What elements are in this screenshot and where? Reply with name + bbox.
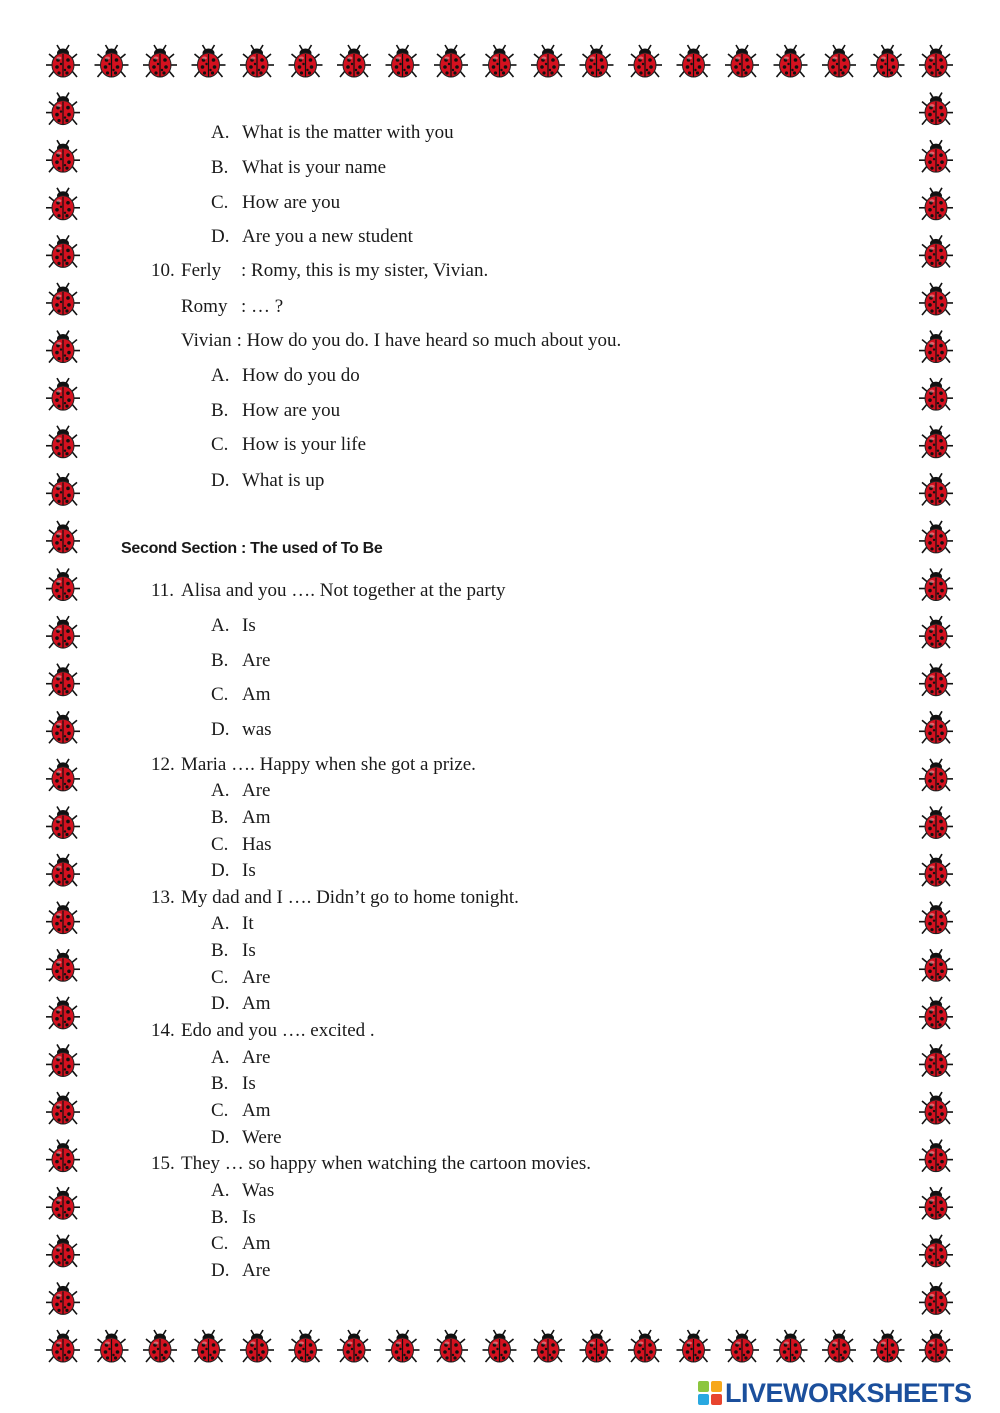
ladybug-icon	[46, 188, 80, 220]
q11-option-c: C. Am	[211, 684, 271, 705]
ladybug-icon	[919, 188, 953, 220]
ladybug-icon	[386, 1330, 420, 1362]
ladybug-icon	[434, 45, 468, 77]
ladybug-icon	[531, 1330, 565, 1362]
ladybug-icon	[725, 1330, 759, 1362]
ladybug-icon	[580, 45, 614, 77]
ladybug-icon	[628, 1330, 662, 1362]
q12-option-d: D. Is	[211, 860, 256, 881]
ladybug-icon	[919, 1092, 953, 1124]
ladybug-icon	[434, 1330, 468, 1362]
liveworksheets-wordmark: LIVEWORKSHEETS	[725, 1377, 972, 1408]
ladybug-icon	[46, 949, 80, 981]
ladybug-icon	[919, 283, 953, 315]
ladybug-icon	[46, 521, 80, 553]
ladybug-icon	[919, 140, 953, 172]
ladybug-icon	[46, 235, 80, 267]
ladybug-icon	[46, 93, 80, 125]
ladybug-icon	[919, 997, 953, 1029]
ladybug-icon	[46, 331, 80, 363]
q14-option-a: A. Are	[211, 1047, 271, 1068]
ladybug-icon	[919, 616, 953, 648]
ladybug-icon	[919, 569, 953, 601]
ladybug-icon	[337, 45, 371, 77]
ladybug-icon	[143, 1330, 177, 1362]
q12-option-c: C. Has	[211, 834, 272, 855]
q15-option-b: B. Is	[211, 1207, 256, 1228]
ladybug-icon	[46, 806, 80, 838]
ladybug-icon	[289, 1330, 323, 1362]
q13-option-b: B. Is	[211, 940, 256, 961]
ladybug-icon	[628, 45, 662, 77]
q14-option-d: D. Were	[211, 1127, 282, 1148]
ladybug-icon	[192, 1330, 226, 1362]
q15-option-c: C. Am	[211, 1233, 271, 1254]
q13-option-d: D. Am	[211, 993, 271, 1014]
ladybug-icon	[46, 1092, 80, 1124]
ladybug-icon	[46, 759, 80, 791]
ladybug-icon	[46, 997, 80, 1029]
ladybug-icon	[919, 806, 953, 838]
ladybug-icon	[919, 378, 953, 410]
q10-option-a: A. How do you do	[211, 365, 360, 386]
q14-option-c: C. Am	[211, 1100, 271, 1121]
q9-option-b: B. What is your name	[211, 157, 387, 178]
ladybug-icon	[483, 1330, 517, 1362]
ladybug-icon	[774, 1330, 808, 1362]
q10-option-b: B. How are you	[211, 400, 341, 421]
ladybug-icon	[677, 45, 711, 77]
q12-stem: 12. Maria …. Happy when she got a prize.	[151, 754, 476, 775]
q11-option-a: A. Is	[211, 615, 256, 636]
ladybug-icon	[919, 759, 953, 791]
q15-option-a: A. Was	[211, 1180, 275, 1201]
ladybug-icon	[46, 711, 80, 743]
ladybug-icon	[919, 902, 953, 934]
ladybug-icon	[919, 426, 953, 458]
ladybug-icon	[46, 1187, 80, 1219]
q12-option-a: A. Are	[211, 780, 271, 801]
ladybug-icon	[919, 473, 953, 505]
ladybug-icon	[919, 854, 953, 886]
q10-line-ferly: 10. Ferly : Romy, this is my sister, Vivian.	[151, 260, 489, 281]
q11-option-b: B. Are	[211, 650, 271, 671]
q14-stem: 14. Edo and you …. excited .	[151, 1020, 375, 1041]
ladybug-icon	[46, 902, 80, 934]
section-title: Second Section : The used of To Be	[121, 540, 383, 557]
ladybug-icon	[46, 569, 80, 601]
ladybug-icon	[46, 854, 80, 886]
ladybug-icon	[919, 1044, 953, 1076]
ladybug-icon	[919, 1140, 953, 1172]
ladybug-icon	[919, 1187, 953, 1219]
ladybug-icon	[725, 45, 759, 77]
ladybug-icon	[386, 45, 420, 77]
q13-option-c: C. Are	[211, 967, 271, 988]
q10-option-c: C. How is your life	[211, 434, 367, 455]
ladybug-icon	[46, 378, 80, 410]
ladybug-icon	[919, 711, 953, 743]
ladybug-icon	[919, 1330, 953, 1362]
ladybug-icon	[240, 1330, 274, 1362]
ladybug-icon	[46, 1044, 80, 1076]
q14-option-b: B. Is	[211, 1073, 256, 1094]
q10-line-vivian: Vivian : How do you do. I have heard so much about you.	[181, 330, 622, 351]
ladybug-icon	[822, 45, 856, 77]
ladybug-icon	[192, 45, 226, 77]
ladybug-icon	[46, 140, 80, 172]
ladybug-icon	[774, 45, 808, 77]
ladybug-icon	[483, 45, 517, 77]
ladybug-icon	[919, 521, 953, 553]
ladybug-icon	[46, 473, 80, 505]
ladybug-icon	[871, 45, 905, 77]
ladybug-icon	[46, 1235, 80, 1267]
ladybug-icon	[337, 1330, 371, 1362]
ladybug-icon	[822, 1330, 856, 1362]
q9-option-a: A. What is the matter with you	[211, 122, 454, 143]
ladybug-icon	[919, 949, 953, 981]
ladybug-icon	[95, 1330, 129, 1362]
ladybug-icon	[46, 1140, 80, 1172]
ladybug-icon	[240, 45, 274, 77]
ladybug-icon	[919, 93, 953, 125]
ladybug-icon	[46, 616, 80, 648]
q13-option-a: A. It	[211, 913, 254, 934]
ladybug-icon	[919, 331, 953, 363]
q11-stem: 11. Alisa and you …. Not together at the party	[151, 580, 506, 601]
ladybug-icon	[871, 1330, 905, 1362]
ladybug-icon	[46, 1330, 80, 1362]
ladybug-icon	[919, 664, 953, 696]
ladybug-icon	[46, 1282, 80, 1314]
ladybug-icon	[580, 1330, 614, 1362]
ladybug-icon	[46, 45, 80, 77]
q12-option-b: B. Am	[211, 807, 271, 828]
q10-line-romy: Romy : … ?	[181, 296, 284, 317]
ladybug-icon	[143, 45, 177, 77]
ladybug-icon	[919, 235, 953, 267]
q9-option-c: C. How are you	[211, 192, 341, 213]
ladybug-icon	[95, 45, 129, 77]
q13-stem: 13. My dad and I …. Didn’t go to home tonight.	[151, 887, 519, 908]
liveworksheets-logo-icon	[698, 1381, 722, 1405]
ladybug-icon	[46, 664, 80, 696]
ladybug-icon	[677, 1330, 711, 1362]
q9-option-d: D. Are you a new student	[211, 226, 413, 247]
q15-option-d: D. Are	[211, 1260, 271, 1281]
q10-option-d: D. What is up	[211, 470, 325, 491]
q11-option-d: D. was	[211, 719, 272, 740]
ladybug-icon	[289, 45, 323, 77]
ladybug-icon	[919, 1235, 953, 1267]
q15-stem: 15. They … so happy when watching the cartoon movies.	[151, 1153, 591, 1174]
ladybug-icon	[531, 45, 565, 77]
ladybug-icon	[919, 1282, 953, 1314]
liveworksheets-logo	[698, 1378, 972, 1408]
ladybug-icon	[919, 45, 953, 77]
ladybug-icon	[46, 283, 80, 315]
ladybug-icon	[46, 426, 80, 458]
